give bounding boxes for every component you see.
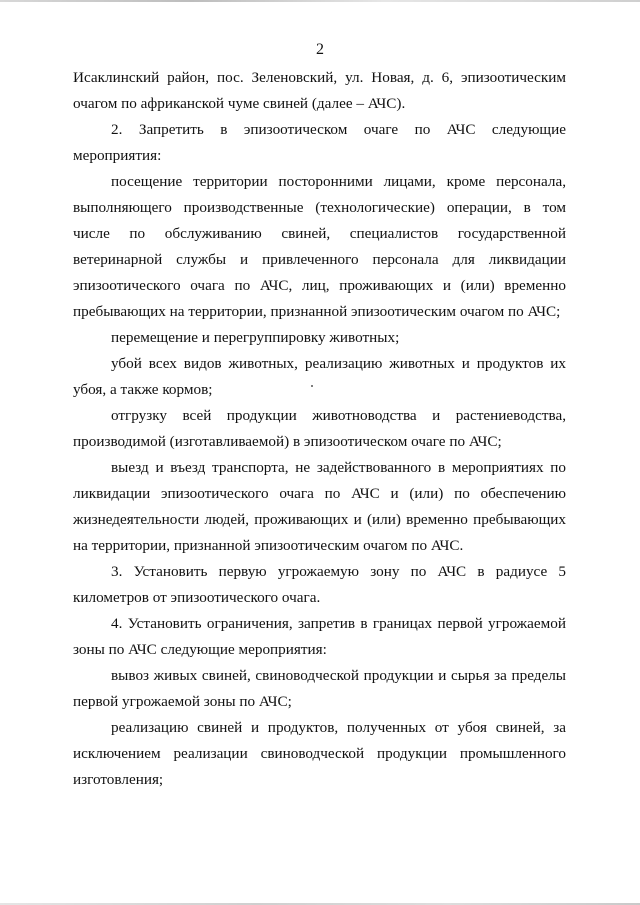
paragraph-item-4: 4. Установить ограничения, запретив в границах первой угрожаемой зоны по АЧС следующие мероприятия: — [73, 615, 566, 658]
scan-top-edge — [0, 0, 640, 2]
paragraph-animal-movement: перемещение и перегруппировку животных; — [111, 329, 400, 346]
paragraph-item-2: 2. Запретить в эпизоотическом очаге по АЧС следующие мероприятия: — [73, 121, 566, 164]
document-body — [73, 65, 566, 793]
paragraph-transport: выезд и въезд транспорта, не задействованного в мероприятиях по ликвидации эпизоотического очага по АЧС и (или) по обеспечению жизнедеятельности людей, проживающих и (или) временно пребывающих на территории, признанной эпизоотическим очагом по АЧС. — [73, 459, 566, 554]
paragraph-visiting-ban: посещение территории посторонними лицами, кроме персонала, выполняющего производственные (технологические) операции, в том числе по обслуживанию свиней, специалистов государственной ветеринарной службы и привлеченного персонала для ликвидации эпизоотического очага по АЧС, лиц, проживающих и (или) временно пребывающих на территории, признанной эпизоотическим очагом по АЧС; — [73, 173, 566, 320]
paragraph-shipment: отгрузку всей продукции животноводства и растениеводства, производимой (изготавливаемой) в эпизоотическом очаге по АЧС; — [73, 407, 566, 450]
paragraph-sales-ban: реализацию свиней и продуктов, полученных от убоя свиней, за исключением реализации свиноводческой продукции промышленного изготовления; — [73, 719, 566, 788]
scan-speck — [311, 385, 313, 387]
paragraph-export-ban: вывоз живых свиней, свиноводческой продукции и сырья за пределы первой угрожаемой зоны по АЧС; — [73, 667, 566, 710]
paragraph-slaughter: убой всех видов животных, реализацию животных и продуктов их убоя, а также кормов; — [73, 355, 566, 398]
paragraph-intro-continuation: Исаклинский район, пос. Зеленовский, ул. Новая, д. 6, эпизоотическим очагом по африканской чуме свиней (далее – АЧС). — [73, 69, 566, 112]
paragraph-item-3: 3. Установить первую угрожаемую зону по АЧС в радиусе 5 километров от эпизоотического очага. — [73, 563, 566, 606]
page-number: 2 — [316, 41, 324, 58]
